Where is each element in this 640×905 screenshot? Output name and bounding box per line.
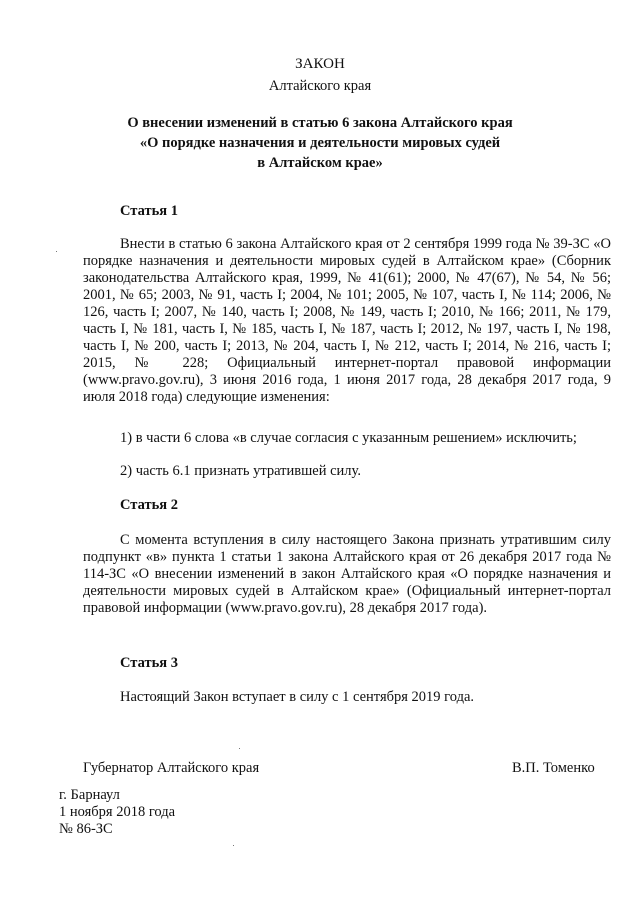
subtitle-line-2: «О порядке назначения и деятельности мировых судей: [139, 135, 501, 151]
law-subtitle: [0, 113, 640, 173]
subtitle-line-3: в Алтайском крае»: [257, 155, 383, 171]
place-city: г. Барнаул: [59, 787, 120, 803]
article-3-text: Настоящий Закон вступает в силу с 1 сентября 2019 года.: [120, 689, 475, 705]
law-number: № 86-ЗС: [59, 821, 113, 837]
article-2-heading: Статья 2: [120, 497, 178, 513]
region-title: Алтайского края: [268, 78, 372, 94]
signatory-position: Губернатор Алтайского края: [83, 760, 260, 776]
scan-speck: [233, 845, 234, 846]
doc-type-title: ЗАКОН: [295, 56, 345, 72]
article-2-text: С момента вступления в силу настоящего Закона признать утратившим силу подпункт «в» пункта 1 статьи 1 закона Алтайского края от 26 декабря 2017 года № 114-ЗС «О внесении изменений в закон Алтайского края «О порядке назначения и деятельности мировых судей в Алтайском крае» (Официальный интернет-портал правовой информации (www.pravo.gov.ru), 28 декабря 2017 года).: [83, 532, 611, 616]
place-date: 1 ноября 2018 года: [59, 804, 176, 820]
signatory-name: В.П. Томенко: [512, 760, 595, 776]
article-1-heading: Статья 1: [120, 203, 178, 219]
article-1-item-1: 1) в части 6 слова «в случае согласия с указанным решением» исключить;: [120, 430, 577, 446]
article-1-item-2: 2) часть 6.1 признать утратившей силу.: [120, 463, 361, 479]
scan-speck: [56, 251, 57, 252]
scan-speck: [239, 748, 240, 749]
article-3-heading: Статья 3: [120, 655, 178, 671]
subtitle-line-1: О внесении изменений в статью 6 закона Алтайского края: [127, 115, 513, 131]
article-1-text: Внести в статью 6 закона Алтайского края от 2 сентября 1999 года № 39-ЗС «О порядке назначения и деятельности мировых судей в Алтайском крае» (Сборник законодательства Алтайского края, 1999, № 41(61); 2000, № 47(67), № 54, № 56; 2001, № 65; 2003, № 91, часть I; 2004, № 101; 2005, № 107, часть I, № 114; 2006, № 126, часть I; 2007, № 140, часть I; 2008, № 149, часть I; 2010, № 166; 2011, № 179, часть I, № 181, часть I, № 185, часть I, № 187, часть I; 2012, № 197, часть I, № 198, часть I, № 200, часть I; 2013, № 204, часть I, № 212, часть I; 2014, № 216, часть I; 2015, № 228; Официальный интернет-портал правовой информации (www.pravo.gov.ru), 3 июня 2016 года, 1 июня 2017 года, 28 декабря 2017 года, 9 июля 2018 года) следующие изменения:: [83, 236, 611, 405]
